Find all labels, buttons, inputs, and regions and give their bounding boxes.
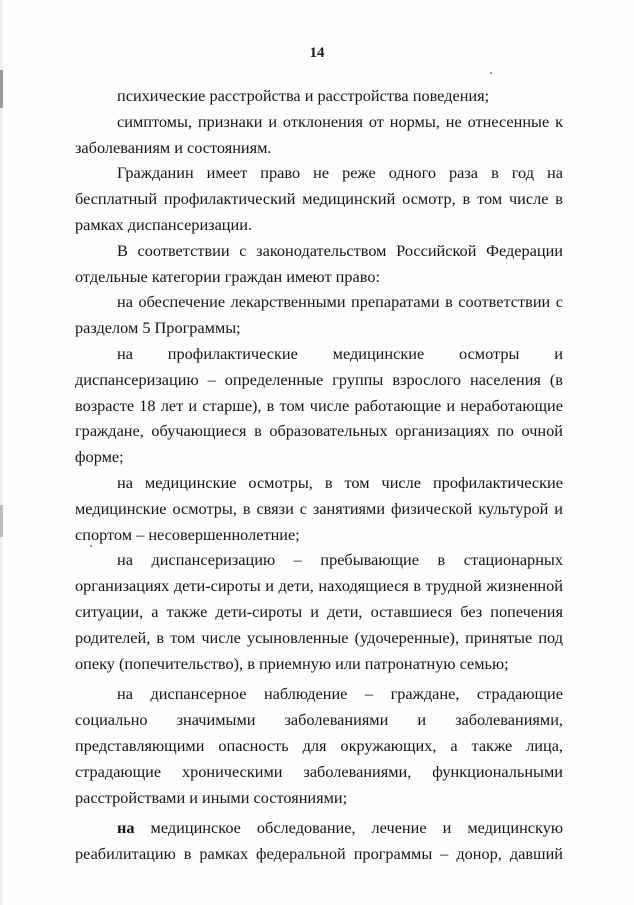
paragraph: на диспансерное наблюдение – граждане, страдающие социально значимыми заболеваниями и заболеваниями, представляющими опасность для окружающих, а также лица, страдающие хроническими заболеваниями, функциональными расстройствами и иными состояниями; [75,684,563,807]
paragraph: В соответствии с законодательством Российской Федерации отдельные категории граждан имеют право: [75,240,563,286]
paragraph: на обеспечение лекарственными препаратами в соответствии с разделом 5 Программы; [75,292,563,338]
paragraph: психические расстройства и расстройства поведения; [117,86,490,105]
paragraph-text: медицинское обследование, лечение и медицинскую реабилитацию в рамках федеральной программы – донор, давший [75,818,563,864]
paragraph: симптомы, признаки и отклонения от нормы, не отнесенные к заболеваниям и состояниям. [75,111,563,157]
scan-edge [0,0,4,905]
paragraph: на профилактические медицинские осмотры и диспансеризацию – определенные группы взрослого населения (в возрасте 18 лет и старше), в том числе работающие и неработающие граждане, обучающиеся в образовательных организациях по очной форме; [75,343,563,467]
scan-speck [490,72,492,74]
scan-mark [0,505,3,537]
scan-mark [0,70,3,108]
paragraph-last [75,815,563,867]
paragraph: на медицинские осмотры, в том числе профилактические медицинские осмотры, в связи с занятиями физической культурой и спортом – несовершеннолетние; [75,472,563,544]
paragraph: Гражданин имеет право не реже одного раза в год на бесплатный профилактический медицинский осмотр, в том числе в рамках диспансеризации. [75,163,563,234]
document-body [75,83,563,867]
paragraph: на диспансеризацию – пребывающие в стационарных организациях дети-сироты и дети, находящиеся в трудной жизненной ситуации, а также дети-сироты и дети, оставшиеся без попечения родителей, в том числе усыновленные (удочеренные), принятые под опеку (попечительство), в приемную или патронатную семью; [75,550,563,673]
paragraph-lead-word: на [117,818,135,838]
page-number: 14 [309,45,325,61]
